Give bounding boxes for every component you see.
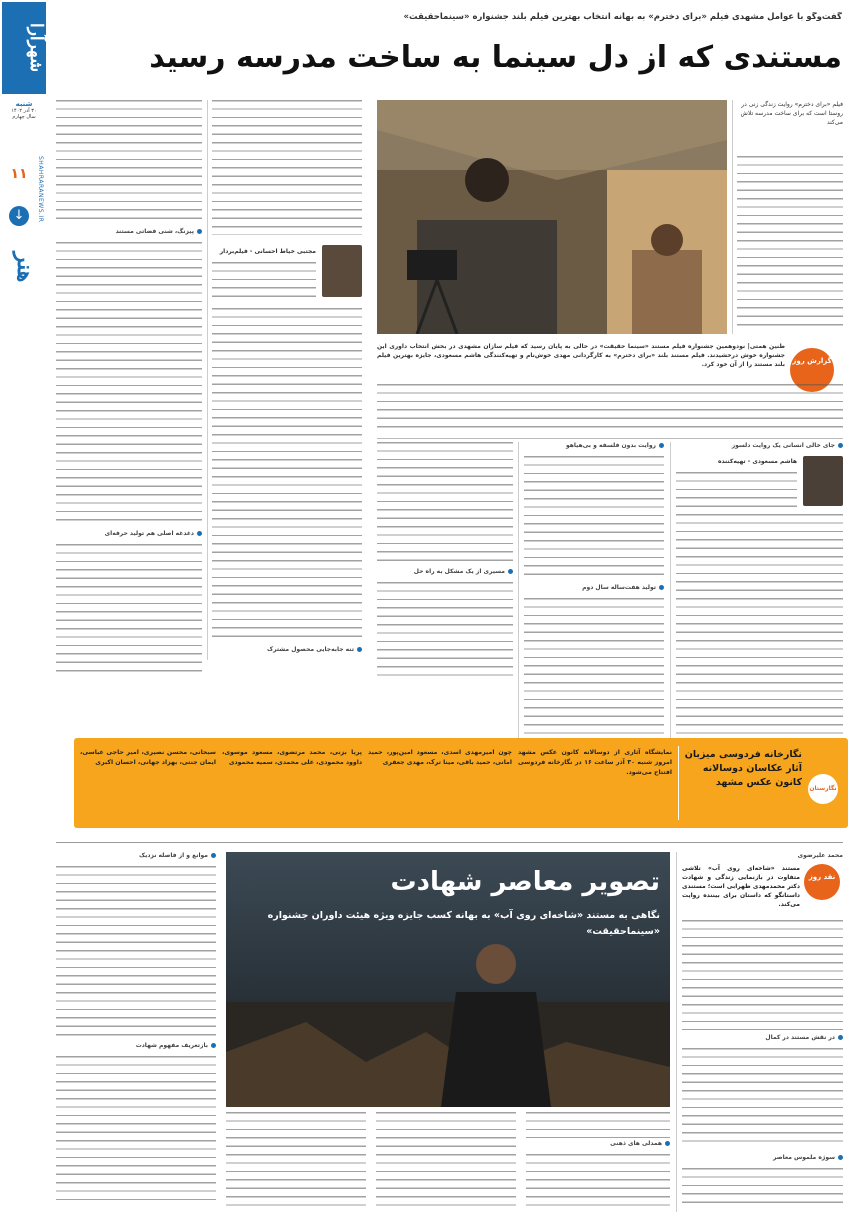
promo-artists-c: سبحانی، محسن نصیری، امیر حاجی عباسی، ایمان جنتی، بهزاد جهانی، احسان اکبری: [80, 749, 216, 766]
story1-lead-body: [377, 384, 843, 434]
story1-col-left: [56, 100, 202, 680]
subhead: دغدغه اصلی هم تولید حرفه‌ای: [56, 530, 202, 537]
review-badge: نقد روز: [804, 864, 840, 900]
story1-headline: مستندی که از دل سینما به ساخت مدرسه رسید: [149, 40, 842, 75]
section-label: هنر: [12, 251, 38, 283]
promo-badge: نگارستان: [808, 774, 838, 804]
interviewee1-photo: [803, 456, 843, 506]
story2-col-mid: [226, 1112, 670, 1212]
story1-col-2: [212, 100, 362, 680]
story2-col-left: [56, 852, 216, 1212]
subhead: تنه جابه‌جایی محصول مشترک: [212, 646, 362, 653]
promo-artists-b: پریا بزنی، محمد مرتضوی، مسعود موسوی، داوود محمودی، علی محمدی، سمیه محمودی: [222, 749, 362, 766]
logo-text: شهرآرا: [26, 23, 46, 73]
story1-kicker: گفت‌وگو با عوامل مشهدی فیلم «برای دخترم» به بهانه انتخاب بهترین فیلم بلند جشنواره «سینماحقیقت»: [403, 12, 842, 22]
subhead: پیزنگ، شنی فضاتی مستند: [56, 228, 202, 235]
story2-kicker: نگاهی به مستند «شاخه‌ای روی آب» به بهانه کسب جایزه ویژه هیئت داوران جشنواره «سینماحقیقت»: [267, 910, 660, 937]
subhead: موانع و از فاصله نزدیک: [56, 852, 216, 859]
promo-artists-a: چون امیرمهدی اسدی، مسعود امین‌پور، حمید امانی، حمید باقی، مینا ترک، مهدی جعفری: [368, 749, 512, 766]
story1-col-3: [377, 442, 513, 742]
story2-lead: مستند «شاخه‌ای روی آب» تلاشی متفاوت در بازنمایی زندگی و شهادت دکتر محمدمهدی ظهرابی است؛ مستندی داستانگو که داستان برای بیننده روایت می‌کند.: [682, 865, 800, 908]
promo-blurb: نمایشگاه آثاری از دوسالانه کانون عکس مشهد امروز شنبه ۳۰ آذر ساعت ۱۶ در نگارخانه فردوسی افتتاح می‌شود.: [518, 749, 672, 776]
subhead: تولید هفت‌ساله سال دوم: [524, 584, 664, 591]
story1-photo: [377, 100, 727, 334]
story1-col-4: [524, 442, 664, 742]
story1-lead: طنین همتی| نودوهمین جشنواره فیلم مستند «سینما حقیقت» در حالی به پایان رسید که فیلم سازان مشهدی در بخش انتخاب داوری این جشنواره خوش درخشیدند. فیلم مستند بلند «برای دخترم» به کارگردانی مهدی خوش‌نام و تهیه‌کنندگی هاشم مسعودی، جایزه بهترین فیلم بلند مستند را از آن خود کرد.: [377, 343, 785, 368]
issue-date: ۳۰ آذر ۱۴۰۲: [11, 108, 37, 114]
down-arrow-icon[interactable]: ↓: [9, 206, 29, 226]
shahrara-logo: [2, 2, 46, 94]
subhead: جای خالی انسانی یک روایت دلسوز: [676, 442, 843, 449]
issue-year: سال چهارم: [12, 114, 36, 120]
page-number: ۱۱: [10, 166, 28, 182]
interviewee2-photo: [322, 245, 362, 297]
story2-author: محمد علیرضوی: [797, 852, 843, 859]
subhead: بازتعریف مفهوم شهادت: [56, 1042, 216, 1049]
report-badge: گزارش روز: [790, 348, 834, 392]
subhead: سوژه ملموس معاصر: [682, 1154, 843, 1161]
story1-photo-caption: فیلم «برای دخترم» روایت زندگی زنی در روستا است که برای ساخت مدرسه تلاش می‌کند: [740, 101, 843, 126]
subhead: همدلی های ذهنی: [526, 1140, 670, 1147]
masthead-strip: [0, 0, 48, 310]
subhead: در نقش مستند در کمال: [682, 1034, 843, 1041]
interviewee2-name: مجتبی خیاط احسانی - فیلم‌بردار: [219, 248, 316, 255]
interviewee1-name: هاشم مسعودی - تهیه‌کننده: [717, 458, 797, 465]
story1-right-col: [737, 100, 843, 334]
story1-col-5: [676, 442, 843, 742]
promo-title: نگارخانه فردوسی میزبان آثار عکاسان دوسالانه کانون عکس مشهد: [684, 749, 802, 788]
subhead: روایت بدون فلسفه و بی‌هیاهو: [524, 442, 664, 449]
issue-day: شنبه: [15, 100, 33, 108]
site-url[interactable]: SHAHRARANEWS.IR: [37, 155, 44, 222]
story2-headline: تصویر معاصر شهادت: [390, 867, 660, 897]
story2-col-right: [682, 852, 843, 1212]
subhead: مسیری از یک مشکل به راه حل: [377, 568, 513, 575]
